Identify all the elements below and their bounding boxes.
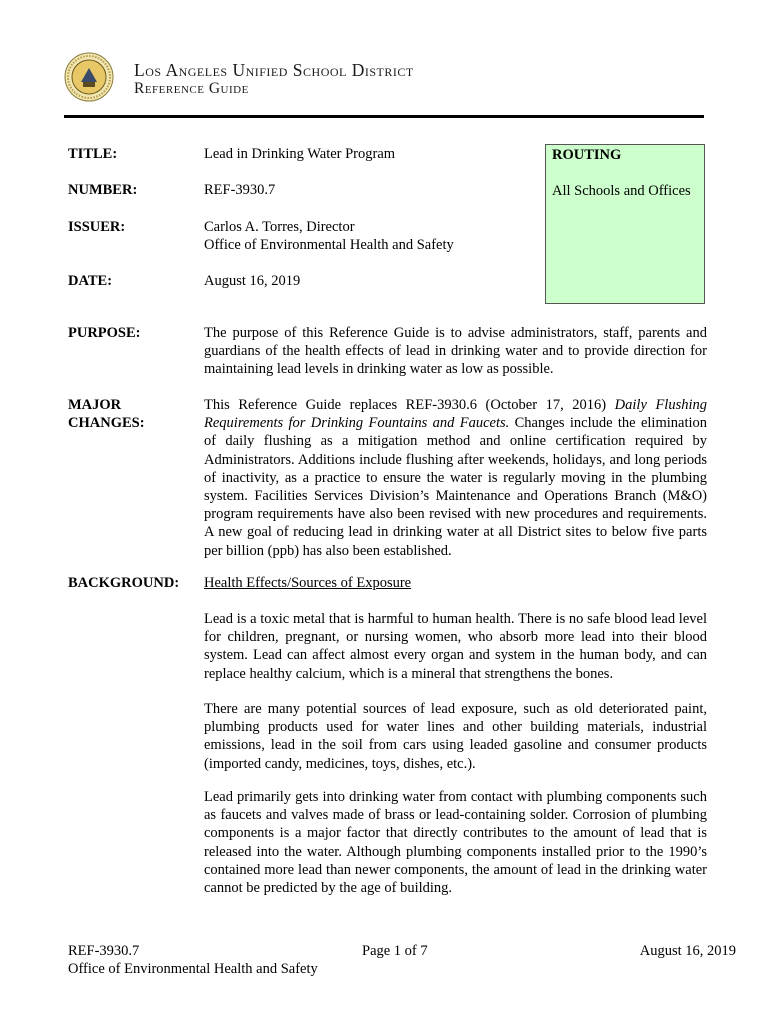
purpose-text: The purpose of this Reference Guide is to advise administrators, staff, parents and guardians of the health effects of lead in drinking water and to provide direction for maintaining lead levels in drinking water as low as possible. [204, 325, 707, 378]
number-label: NUMBER: [68, 182, 138, 198]
issuer-name: Carlos A. Torres, Director [204, 219, 355, 235]
background-subheading: Health Effects/Sources of Exposure [204, 575, 412, 591]
routing-box [545, 144, 705, 304]
header-divider [64, 115, 704, 118]
number-value: REF-3930.7 [204, 182, 276, 198]
background-paragraph-2: There are many potential sources of lead exposure, such as old deteriorated paint, plumbing products used for water lines and other building materials, industrial emissions, lead in the soil from cars using leaded gasoline and consumer products (imported candy, medicines, toys, dishes, etc.). [204, 701, 707, 772]
date-value: August 16, 2019 [204, 273, 301, 289]
footer-office: Office of Environmental Health and Safety [68, 961, 318, 977]
footer-page: Page 1 of 7 [362, 943, 428, 959]
background-label: BACKGROUND: [68, 575, 180, 591]
purpose-label-text: PURPOSE: [68, 325, 141, 341]
issuer-label: ISSUER: [68, 219, 126, 235]
major-label: MAJOR [68, 397, 122, 413]
routing-title: ROUTING [552, 147, 622, 163]
issuer-office: Office of Environmental Health and Safety [204, 237, 454, 253]
date-label: DATE: [68, 273, 113, 289]
title-value: Lead in Drinking Water Program [204, 146, 396, 162]
footer-date: August 16, 2019 [639, 943, 736, 959]
changes-label: CHANGES: [68, 415, 145, 431]
major-changes-text-start: This Reference Guide replaces REF-3930.6 (October 17, 2016) [204, 397, 615, 413]
background-paragraph-3: Lead primarily gets into drinking water from contact with plumbing components such as faucets and valves made of brass or lead-containing solder. Corrosion of plumbing components is a major factor that directly contributes to the amount of lead that is released into the water. Although plumbing components installed prior to the 1990’s contained more lead than newer components, the amount of lead in the drinking water cannot be predicted by the age of building. [204, 789, 707, 897]
major-changes-text [204, 396, 707, 560]
lausd-seal-icon [64, 52, 114, 102]
district-name: Los Angeles Unified School District [134, 60, 414, 80]
major-changes-text-rest: Changes include the elimination of daily flushing as a mitigation method and online certification required by Administrators. Additions include flushing after weekends, holidays, and long periods of inactivity, as a practice to ensure the water is regularly moving in the plumbing system. Facilities Services Division’s Maintenance and Operations Branch (M&O) program requirements have also been revised with new procedures and requirements. A new goal of reducing lead in drinking water at all District sites to below five parts per billion (ppb) has also been established. [204, 415, 707, 559]
footer-ref: REF-3930.7 [68, 943, 140, 959]
background-paragraph-1: Lead is a toxic metal that is harmful to human health. There is no safe blood lead level for children, pregnant, or nursing women, who absorb more lead into their blood system. Lead can affect almost every organ and system in the human body, and can replace healthy calcium, which is a mineral that strengthens the bones. [204, 611, 707, 682]
replaced-guide-title: Daily Flushing Requirements for Drinking Fountains and Faucets. [204, 397, 707, 432]
title-label: TITLE: [68, 146, 118, 162]
routing-value: All Schools and Offices [552, 183, 691, 199]
document-type: Reference Guide [134, 80, 249, 97]
purpose-label [68, 324, 141, 342]
